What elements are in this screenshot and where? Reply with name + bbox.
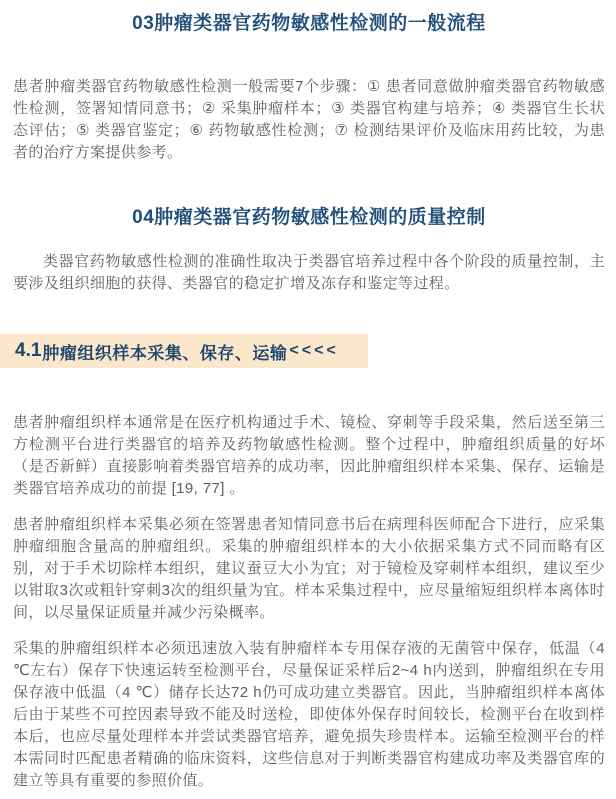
subsection-4-1-number: 4.1	[15, 340, 42, 361]
subsection-4-1-paragraph: 患者肿瘤组织样本采集必须在签署患者知情同意书后在病理科医师配合下进行，应采集肿瘤细胞含量高的肿瘤组织。采集的肿瘤组织样本的大小依据采集方式不同而略有区别，对于手术切除样本组织，建议蚕豆大小为宜；对于镜检及穿刺样本组织，建议至少以钳取3次或粗针穿刺3次的组织量为宜。样本采集过程中，应尽量缩短组织样本离体时间，以尽量保证质量并减少污染概率。	[13, 516, 605, 621]
subsection-4-1-paragraph: 采集的肿瘤组织样本必须迅速放入装有肿瘤样本专用保存液的无菌管中保存，低温（4 ℃左右）保存下快速运转至检测平台，尽量保证采样后2~4 h内送到，肿瘤组织在专用保存液中低温（4 ℃）储存长达72 h仍可成功建立类器官。因此，当肿瘤组织样本离体后由于某些不可控因素导致不能及时送检，即使体外保存时间较长，检测平台在收到样本后，也应尽量处理样本并尝试类器官培养，避免损失珍贵样本。运输至检测平台的样本需同时匹配患者精确的临床资料，这些信息对于判断类器官构建成功率及类器官库的建立等具有重要的参照价值。	[13, 640, 605, 789]
subsection-4-1-title: 肿瘤组织样本采集、保存、运输	[42, 343, 288, 363]
section-03-paragraph: 患者肿瘤类器官药物敏感性检测一般需要7个步骤：① 患者同意做肿瘤类器官药物敏感性检测，签署知情同意书；② 采集肿瘤样本；③ 类器官构建与培养；④ 类器官生长状态评估；⑤ 类器官鉴定；⑥ 药物敏感性检测；⑦ 检测结果评价及临床用药比较，为患者的治疗方案提供参考。	[13, 78, 605, 161]
section-04-paragraph: 类器官药物敏感性检测的准确性取决于类器官培养过程中各个阶段的质量控制，主要涉及组织细胞的获得、类器官的稳定扩增及冻存和鉴定等过程。	[13, 253, 605, 292]
subsection-4-1-paragraph: 患者肿瘤组织样本通常是在医疗机构通过手术、镜检、穿刺等手段采集，然后送至第三方检测平台进行类器官的培养及药物敏感性检测。整个过程中，肿瘤组织质量的好坏（是否新鲜）直接影响着类器官培养的成功率，因此肿瘤组织样本采集、保存、运输是类器官培养成功的前提 [19, 77] 。	[13, 414, 605, 497]
subsection-4-1-heading-band	[0, 334, 368, 368]
section-03-heading: 03肿瘤类器官药物敏感性检测的一般流程	[132, 13, 486, 34]
subsection-4-1-arrows-decoration: <<<<	[289, 342, 339, 359]
section-04-heading: 04肿瘤类器官药物敏感性检测的质量控制	[132, 207, 486, 228]
